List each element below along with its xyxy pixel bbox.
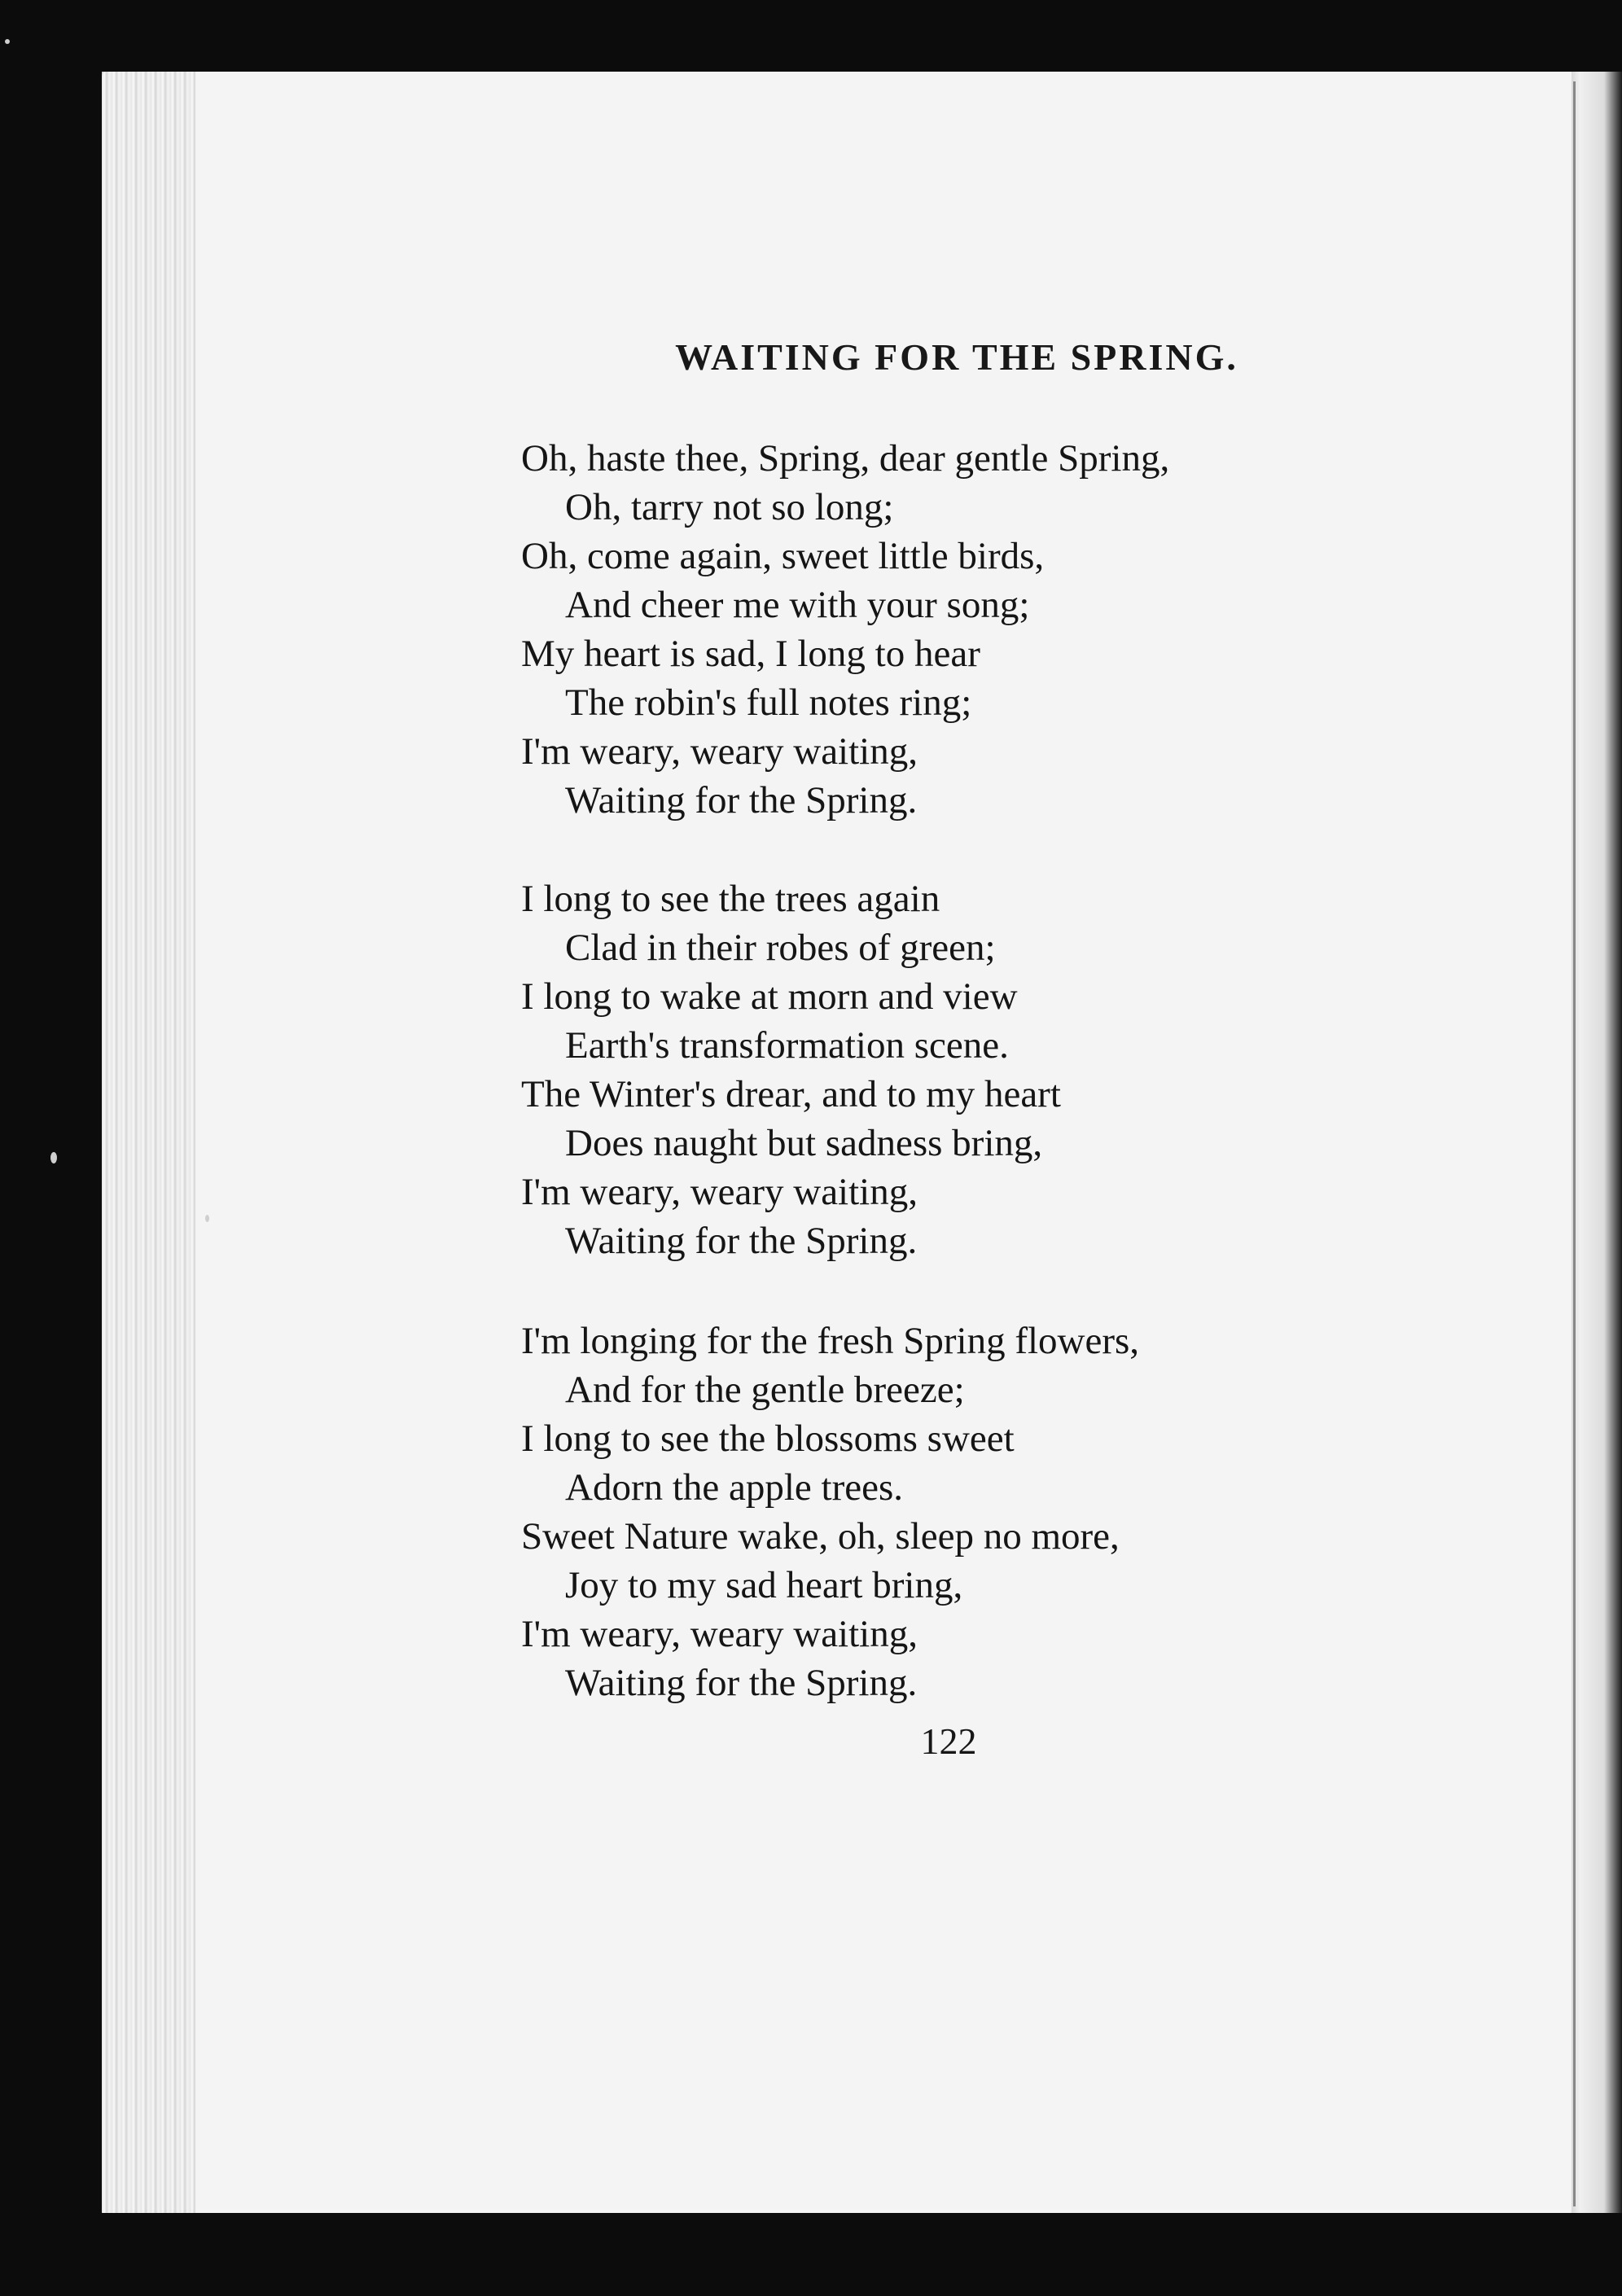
verse-line: And cheer me with your song; — [565, 584, 1030, 626]
verse-line: Waiting for the Spring. — [565, 1220, 918, 1262]
dust-speck — [205, 1215, 209, 1222]
verse-line: Adorn the apple trees. — [565, 1466, 904, 1509]
stanza-3 — [521, 1317, 1139, 1707]
verse-line: Oh, haste thee, Spring, dear gentle Spring, — [521, 437, 1170, 480]
verse-line: Sweet Nature wake, oh, sleep no more, — [521, 1515, 1120, 1558]
verse-line: I'm weary, weary waiting, — [521, 1171, 918, 1213]
dust-speck — [50, 1152, 57, 1163]
verse-line: The robin's full notes ring; — [565, 681, 972, 724]
poem-title: WAITING FOR THE SPRING. — [675, 336, 1238, 378]
verse-line: And for the gentle breeze; — [565, 1369, 965, 1411]
verse-line: Oh, tarry not so long; — [565, 486, 894, 528]
binding-shadow — [1572, 72, 1622, 2213]
verse-line: I long to wake at morn and view — [521, 975, 1018, 1018]
verse-line: Does naught but sadness bring, — [565, 1122, 1043, 1164]
verse-line: The Winter's drear, and to my heart — [521, 1073, 1061, 1115]
stanza-2 — [521, 874, 1061, 1265]
verse-line: I long to see the trees again — [521, 878, 940, 920]
verse-line: Clad in their robes of green; — [565, 927, 996, 969]
stanza-1 — [521, 434, 1169, 825]
gutter-line — [1573, 81, 1576, 2206]
verse-line: Waiting for the Spring. — [565, 1662, 918, 1704]
page-stack-edges — [102, 72, 195, 2213]
verse-line: My heart is sad, I long to hear — [521, 633, 980, 675]
verse-line: I'm weary, weary waiting, — [521, 730, 918, 773]
verse-line: Oh, come again, sweet little birds, — [521, 535, 1045, 577]
verse-line: Waiting for the Spring. — [565, 779, 918, 822]
dust-speck — [5, 39, 10, 44]
verse-line: I long to see the blossoms sweet — [521, 1417, 1015, 1460]
verse-line: I'm longing for the fresh Spring flowers, — [521, 1320, 1140, 1362]
verse-line: Earth's transformation scene. — [565, 1024, 1009, 1067]
verse-line: I'm weary, weary waiting, — [521, 1613, 918, 1655]
verse-line: Joy to my sad heart bring, — [565, 1564, 963, 1606]
page-number: 122 — [920, 1720, 977, 1762]
